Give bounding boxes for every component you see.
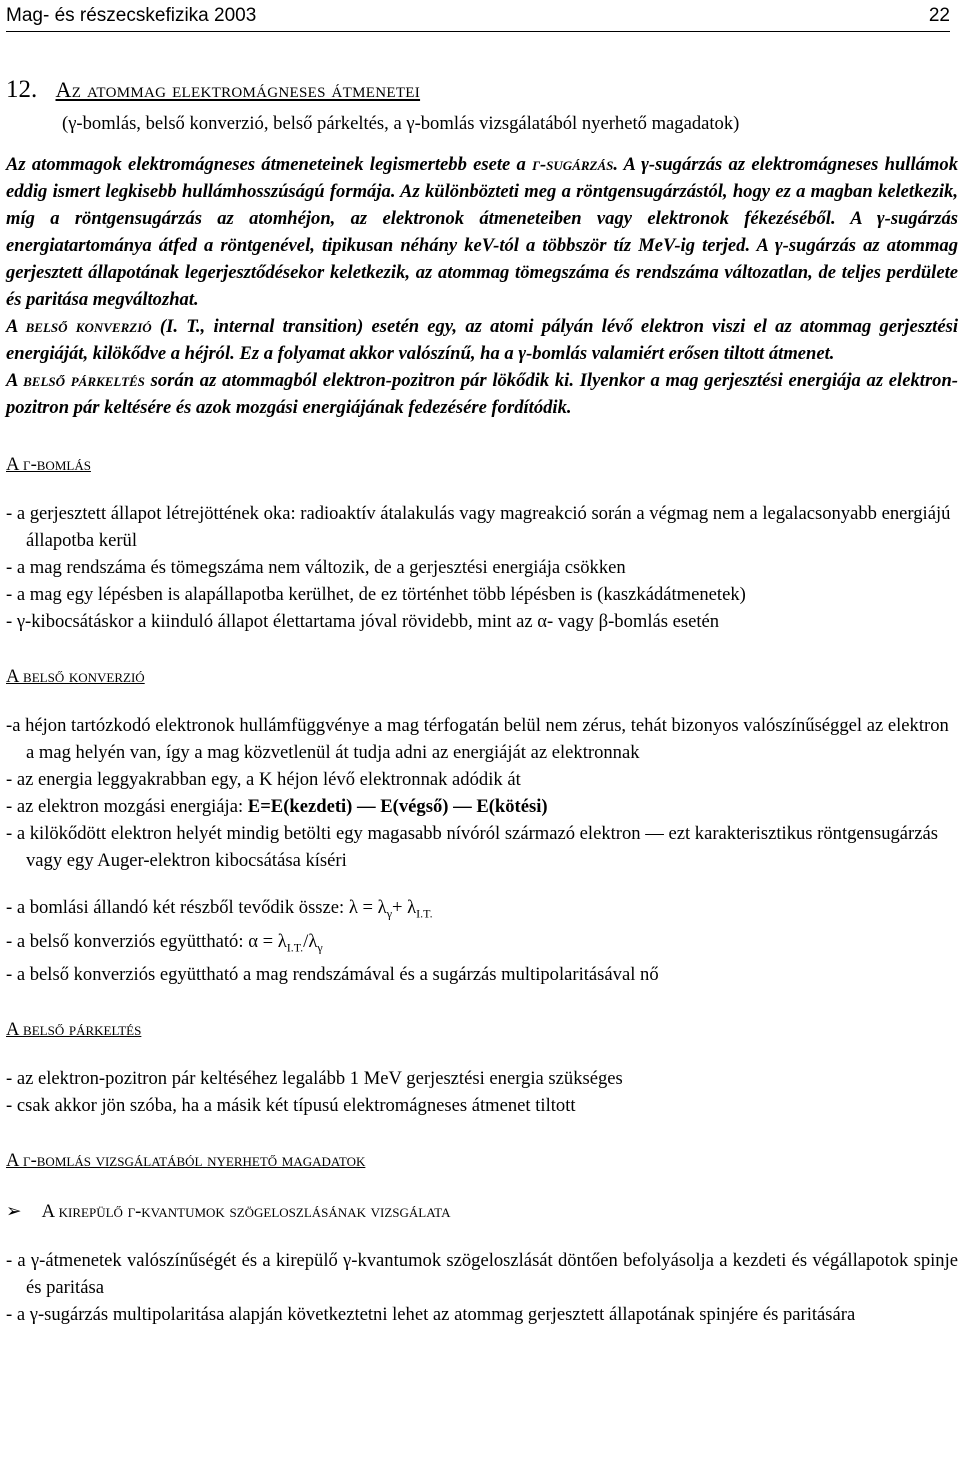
arrowhead-bullet-icon: ➢	[6, 1201, 22, 1223]
conversion-coefficient-formula: $\alpha = \lambda_{I.T.}/\lambda_\gamma$	[248, 930, 323, 955]
list-item: - a belső konverziós együttható: $\alpha = \lambda_{I.T.}/\lambda_\gamma$	[6, 930, 323, 955]
list-item: - az elektron-pozitron pár keltéséhez legalább 1 MeV gerjesztési energia szükséges	[6, 1068, 623, 1090]
subsection-heading: ➢ A kirepülő γ-kvantumok szögeloszlásának vizsgálata	[6, 1201, 451, 1223]
list-item: - a γ-sugárzás multipolaritása alapján következtetni lehet az atommag gerjesztett állapotának spinjére és paritására	[6, 1304, 856, 1326]
intro-paragraph-3: A belső párkeltés során az atommagból elektron-pozitron pár lökődik ki. Ilyenkor a mag gerjesztési energiája az elektron-pozitron pár keltésére és azok mozgási energiájának fedezésére fordítódik.	[6, 370, 959, 418]
chapter-heading	[6, 74, 958, 106]
page-content	[6, 66, 958, 1328]
intro-paragraph-1: Az atommagok elektromágneses átmeneteinek legismertebb esete a γ-sugárzás. A γ-sugárzás az elektromágneses hullámok eddig ismert legkisebb hullámhosszúságú formája. Az különbözteti meg a röntgensugárzástól, hogy ez a magban keletkezik, míg a röntgensugárzás az atomhéjon, az elektronok átmeneteiben vagy elektronok fékezéséből. A γ-sugárzás energiatartománya átfed a röntgenével, tipikusan néhány keV-tól a többször tíz MeV-ig terjed. A γ-sugárzás az atommag gerjesztett állapotának legerjesztődésekor keletkezik, az atommag tömegszáma és rendszáma változatlan, de teljes perdülete és paritása megváltozhat.	[6, 154, 958, 310]
list-item: - γ-kibocsátáskor a kiinduló állapot élettartama jóval rövidebb, mint az α- vagy β-bomlás esetén	[6, 611, 720, 632]
page-number: 22	[928, 5, 950, 26]
list-item: -a héjon tartózkodó elektronok hullámfüggvénye a mag térfogatán belül nem zérus, tehát bizonyos valószínűséggel az elektron a mag helyén van, így a mag közvetlenül át tudja adni az energiáját az elektronnak	[6, 715, 949, 763]
chapter-title: Az atommag elektromágneses átmenetei	[55, 77, 421, 102]
list-item: - az energia leggyakrabban egy, a K héjon lévő elektronnak adódik át	[6, 769, 521, 790]
intro-paragraph-2: A belső konverzió (I. T., internal transition) esetén egy, az atomi pályán lévő elektron viszi el az atommag gerjesztési energiáját, kilökődve a héjról. Ez a folyamat akkor valószínű, ha a γ-bomlás valamiért erősen tiltott átmenet.	[6, 316, 958, 364]
list-item: - a bomlási állandó két részből tevődik össze: $\lambda = \lambda_\gamma+ \lambda_{I.T.}$	[6, 897, 433, 921]
energy-formula: E=E(kezdeti) — E(végső) — E(kötési)	[247, 796, 548, 817]
chapter-subtitle: (γ-bomlás, belső konverzió, belső párkeltés, a γ-bomlás vizsgálatából nyerhető magadatok)	[62, 113, 740, 134]
list-item: - a gerjesztett állapot létrejöttének oka: radioaktív átalakulás vagy magreakció során a végmag nem a legalacsonyabb energiájú állapotba kerül	[6, 503, 951, 551]
ic-term: belső konverzió	[25, 316, 152, 337]
pair-term: belső párkeltés	[23, 370, 145, 391]
header-divider	[6, 31, 950, 32]
list-item: - a mag egy lépésben is alapállapotba kerülhet, de ez történhet több lépésben is (kaszkádátmenetek)	[6, 584, 746, 605]
header-title: Mag- és részecskefizika 2003	[6, 5, 257, 26]
page-header	[0, 2, 950, 32]
section-title-gamma: A γ-bomlás	[6, 454, 91, 475]
section-title-data: A γ-bomlás vizsgálatából nyerhető magadatok	[6, 1150, 366, 1172]
list-item: - a mag rendszáma és tömegszáma nem változik, de a gerjesztési energiája csökken	[6, 557, 626, 578]
gamma-term: γ-sugárzás	[532, 154, 614, 175]
list-item: - csak akkor jön szóba, ha a másik két típusú elektromágneses átmenet tiltott	[6, 1095, 576, 1117]
section-title-pair: A belső párkeltés	[6, 1019, 142, 1041]
decay-constant-formula: $\lambda = \lambda_\gamma+ \lambda_{I.T.}$	[348, 897, 433, 921]
section-title-ic: A belső konverzió	[6, 666, 145, 687]
list-item: - a belső konverziós együttható a mag rendszámával és a sugárzás multipolaritásával nő	[6, 964, 659, 986]
list-item: - a γ-átmenetek valószínűségét és a kirepülő γ-kvantumok szögeloszlását döntően befolyásolja a kezdeti és végállapotok spinje és paritása	[6, 1250, 958, 1299]
chapter-number: 12.	[6, 76, 38, 103]
list-item: - az elektron mozgási energiája: E=E(kezdeti) — E(végső) — E(kötési)	[6, 796, 548, 817]
list-item: - a kilökődött elektron helyét mindig betölti egy magasabb nívóról származó elektron — ezt karakterisztikus röntgensugárzás vagy egy Auger-elektron kibocsátása kíséri	[6, 823, 938, 871]
